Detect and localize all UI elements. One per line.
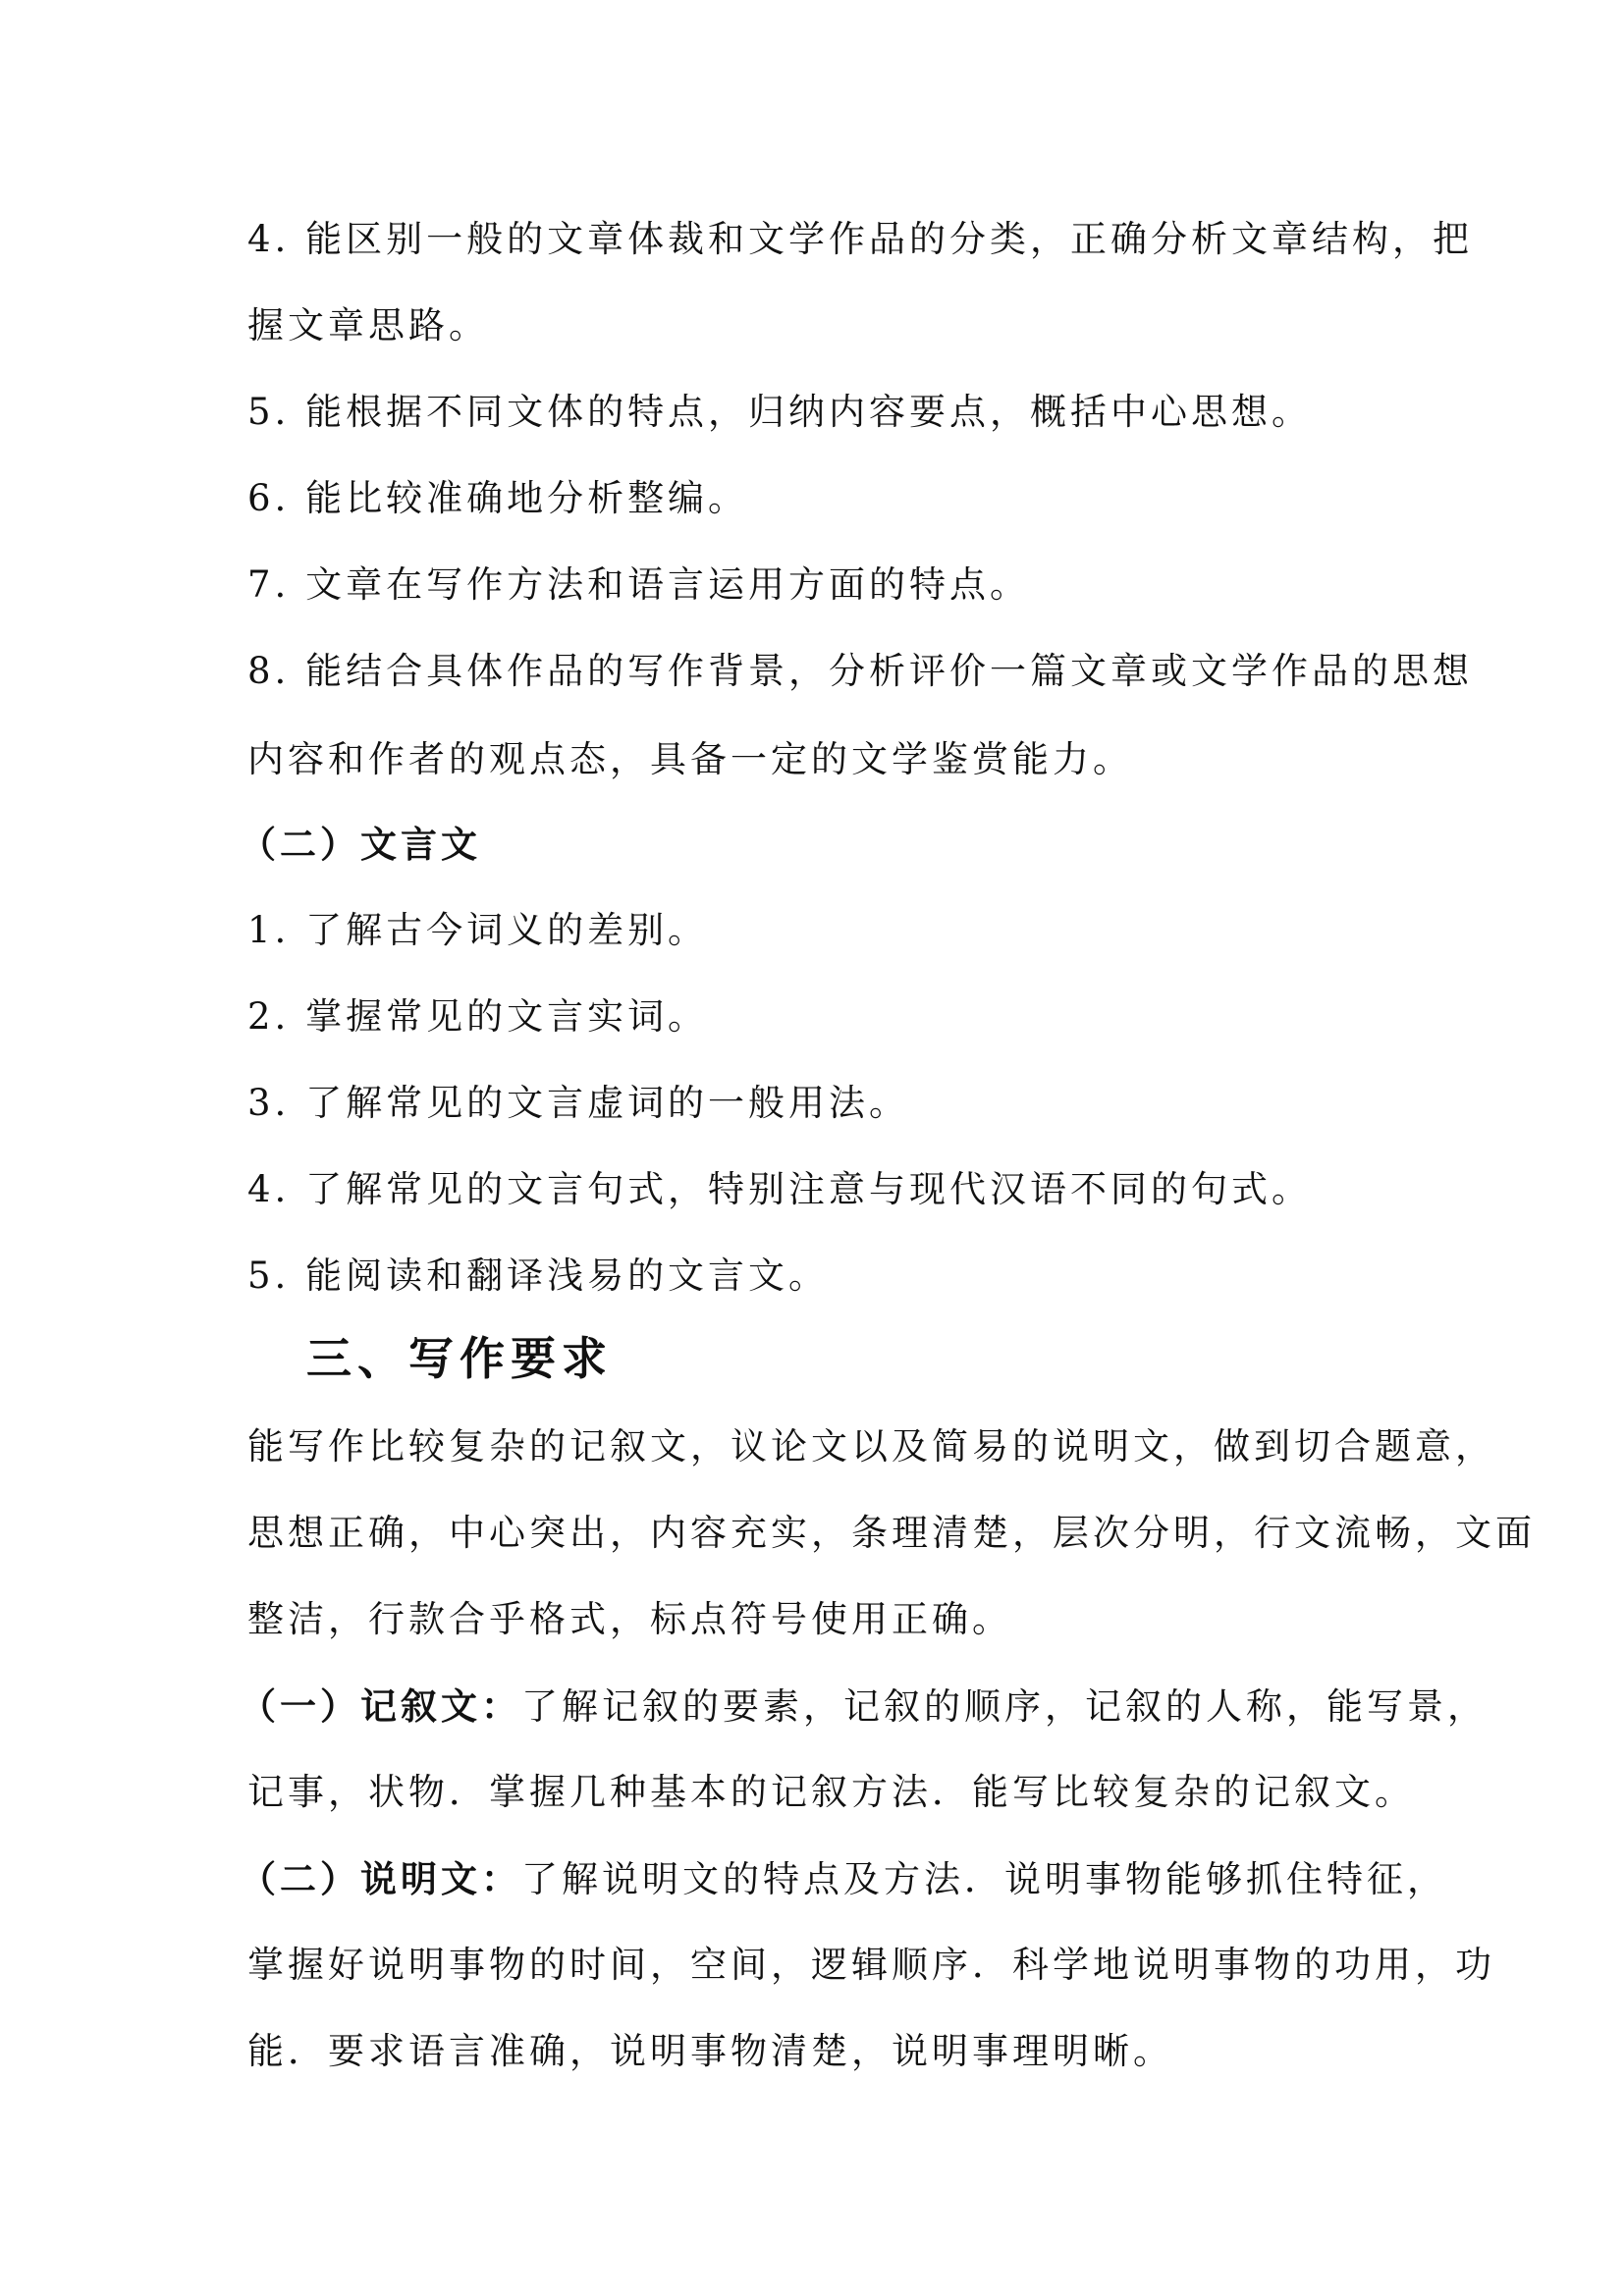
reading-item-5: 5. 能根据不同文体的特点，归纳内容要点，概括中心思想。	[247, 391, 1313, 433]
narrative-paragraph-line-2: 记事，状物．掌握几种基本的记叙方法．能写比较复杂的记叙文。	[247, 1771, 1415, 1813]
expository-paragraph-line-2: 掌握好说明事物的时间，空间，逻辑顺序．科学地说明事物的功用，功	[247, 1944, 1495, 1986]
reading-item-7: 7. 文章在写作方法和语言运用方面的特点。	[247, 563, 1031, 606]
expository-paragraph-line-3: 能．要求语言准确，说明事物清楚，说明事理明晰。	[247, 2030, 1173, 2072]
reading-item-4-line-2: 握文章思路。	[247, 304, 489, 347]
reading-item-4-line-1: 4. 能区别一般的文章体裁和文学作品的分类，正确分析文章结构，把	[247, 218, 1474, 260]
reading-item-8-line-2: 内容和作者的观点态，具备一定的文学鉴赏能力。	[247, 738, 1133, 780]
classical-item-5: 5. 能阅读和翻译浅易的文言文。	[247, 1255, 830, 1297]
narrative-text-1: 了解记叙的要素，记叙的顺序，记叙的人称，能写景，	[521, 1685, 1488, 1728]
narrative-paragraph-line-1	[240, 1684, 1488, 1729]
reading-item-6: 6. 能比较准确地分析整编。	[247, 477, 749, 519]
classical-item-1: 1. 了解古今词义的差别。	[247, 909, 709, 951]
writing-requirements-title: 三、写作要求	[306, 1332, 613, 1385]
writing-intro-line-2: 思想正确，中心突出，内容充实，条理清楚，层次分明，行文流畅，文面	[247, 1512, 1536, 1554]
expository-label: （二）说明文：	[240, 1857, 521, 1900]
expository-text-1: 了解说明文的特点及方法．说明事物能够抓住特征，	[521, 1858, 1447, 1900]
classical-item-4: 4. 了解常见的文言句式，特别注意与现代汉语不同的句式。	[247, 1168, 1313, 1210]
reading-item-8-line-1: 8. 能结合具体作品的写作背景，分析评价一篇文章或文学作品的思想	[247, 650, 1474, 692]
classical-chinese-heading: （二）文言文	[240, 823, 481, 866]
classical-item-3: 3. 了解常见的文言虚词的一般用法。	[247, 1082, 910, 1124]
expository-paragraph-line-1	[240, 1857, 1447, 1901]
writing-intro-line-1: 能写作比较复杂的记叙文，议论文以及简易的说明文，做到切合题意，	[247, 1425, 1495, 1468]
classical-item-2: 2. 掌握常见的文言实词。	[247, 995, 709, 1038]
narrative-label: （一）记叙文：	[240, 1684, 521, 1728]
writing-intro-line-3: 整洁，行款合乎格式，标点符号使用正确。	[247, 1598, 1012, 1640]
